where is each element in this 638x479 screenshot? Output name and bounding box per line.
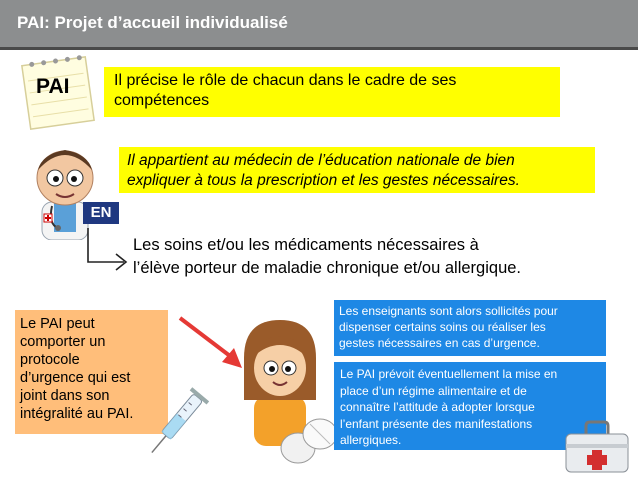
pills-icon: [278, 414, 340, 466]
care-text-line: l’élève porteur de maladie chronique et/ou allergique.: [133, 259, 521, 277]
protocol-text-line: joint dans son: [20, 388, 110, 404]
bent-arrow-icon: [82, 226, 132, 276]
diet-text-line: allergiques.: [340, 433, 402, 447]
role-highlight-box: [104, 67, 560, 117]
role-text-line: compétences: [114, 92, 210, 109]
syringe-icon: [140, 385, 210, 465]
teachers-text-line: dispenser certains soins ou réaliser les: [339, 320, 546, 334]
red-arrow-icon: [176, 312, 246, 372]
page-title: PAI: Projet d’accueil individualisé: [17, 13, 288, 32]
protocol-text-line: intégralité au PAI.: [20, 406, 134, 422]
diet-text-line: l’enfant présente des manifestations: [340, 416, 533, 431]
diet-text-line: place d’un régime alimentaire et de: [340, 383, 527, 398]
doctor-text-line: Il appartient au médecin de l’éducation nationale de bien: [127, 152, 515, 169]
teachers-text-line: gestes nécessaires en cas d’urgence.: [339, 336, 540, 350]
protocol-text-line: d’urgence qui est: [20, 370, 131, 386]
en-badge: EN: [83, 202, 119, 224]
diet-text-line: Le PAI prévoit éventuellement la mise en: [340, 367, 558, 381]
protocol-text-line: Le PAI peut: [20, 316, 95, 332]
pai-note-label: PAI: [36, 75, 70, 98]
teachers-info-box: [334, 300, 606, 356]
role-text-line: Il précise le rôle de chacun dans le cadre de ses: [114, 72, 457, 89]
diet-text-line: connaître l’attitude à adopter lorsque: [340, 400, 535, 414]
first-aid-kit-icon: [562, 420, 632, 474]
doctor-icon: [18, 140, 110, 240]
care-text-line: Les soins et/ou les médicaments nécessaires à: [133, 236, 479, 254]
protocol-text-line: protocole: [20, 352, 80, 368]
protocol-text-line: comporter un: [20, 334, 106, 350]
doctor-text-line: expliquer à tous la prescription et les gestes nécessaires.: [127, 172, 520, 189]
care-description: [133, 234, 603, 280]
doctor-highlight-box: [119, 147, 595, 193]
teachers-text-line: Les enseignants sont alors sollicités pour: [339, 304, 558, 318]
